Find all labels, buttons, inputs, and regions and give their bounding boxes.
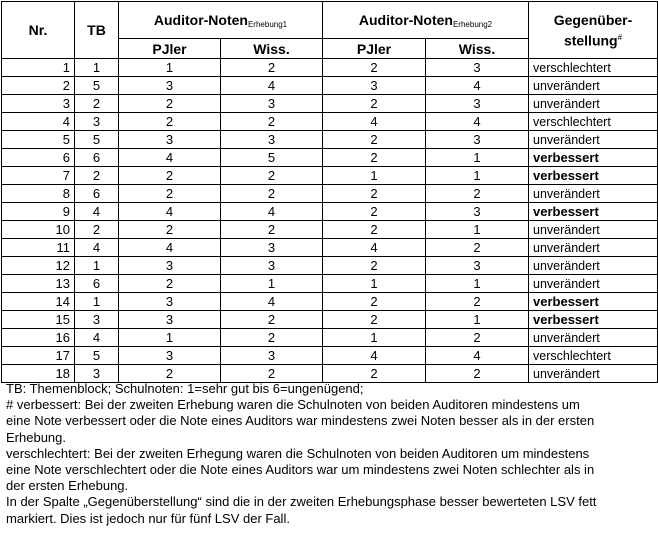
table-row — [2, 149, 658, 167]
cell-nr: 11 — [2, 239, 75, 257]
cell-nr: 1 — [2, 59, 75, 77]
cell-gegenueberstellung: unverändert — [529, 365, 658, 383]
cell-wiss-2: 2 — [426, 365, 529, 383]
cell-pjler-2: 2 — [323, 365, 426, 383]
cell-wiss-2: 4 — [426, 113, 529, 131]
cell-tb: 3 — [75, 113, 119, 131]
table-row — [2, 113, 658, 131]
cell-nr: 5 — [2, 131, 75, 149]
cell-nr: 10 — [2, 221, 75, 239]
cell-pjler-1: 3 — [119, 293, 221, 311]
cell-pjler-2: 2 — [323, 131, 426, 149]
cell-gegenueberstellung: unverändert — [529, 239, 658, 257]
cell-nr: 4 — [2, 113, 75, 131]
table-body — [2, 59, 658, 383]
cell-nr: 13 — [2, 275, 75, 293]
cell-pjler-2: 2 — [323, 95, 426, 113]
cell-pjler-1: 2 — [119, 185, 221, 203]
cell-pjler-2: 1 — [323, 329, 426, 347]
cell-wiss-2: 3 — [426, 59, 529, 77]
cell-nr: 12 — [2, 257, 75, 275]
cell-tb: 1 — [75, 293, 119, 311]
table-row — [2, 257, 658, 275]
cell-wiss-1: 2 — [221, 221, 323, 239]
table-row — [2, 167, 658, 185]
table-row — [2, 365, 658, 383]
cell-pjler-2: 2 — [323, 59, 426, 77]
cell-tb: 6 — [75, 149, 119, 167]
cell-pjler-1: 3 — [119, 257, 221, 275]
cell-wiss-2: 1 — [426, 167, 529, 185]
cell-pjler-2: 4 — [323, 113, 426, 131]
header-nr: Nr. — [2, 2, 75, 59]
cell-wiss-2: 3 — [426, 203, 529, 221]
cell-pjler-1: 2 — [119, 365, 221, 383]
cell-wiss-1: 3 — [221, 131, 323, 149]
header-pjler-1: PJler — [119, 39, 221, 59]
table-row — [2, 311, 658, 329]
table-row — [2, 293, 658, 311]
cell-wiss-1: 2 — [221, 365, 323, 383]
cell-gegenueberstellung: verschlechtert — [529, 59, 658, 77]
cell-tb: 3 — [75, 311, 119, 329]
cell-pjler-2: 3 — [323, 77, 426, 95]
table-row — [2, 221, 658, 239]
cell-pjler-2: 4 — [323, 239, 426, 257]
header-gegenueberstellung: Gegenüber-stellung# — [529, 2, 658, 59]
footnote-verbessert: # verbessert: Bei der zweiten Erhebung waren die Schulnoten von beiden Auditoren mindestens um eine Note verbessert oder die Note eines Auditors war mindestens zwei Noten besser als in der ersten Erhebung. — [6, 397, 595, 445]
cell-pjler-1: 2 — [119, 221, 221, 239]
cell-tb: 4 — [75, 239, 119, 257]
cell-nr: 15 — [2, 311, 75, 329]
cell-wiss-2: 3 — [426, 257, 529, 275]
cell-gegenueberstellung: verbessert — [529, 203, 658, 221]
cell-wiss-2: 3 — [426, 131, 529, 149]
cell-tb: 4 — [75, 329, 119, 347]
header-wiss-1: Wiss. — [221, 39, 323, 59]
cell-pjler-2: 4 — [323, 347, 426, 365]
cell-wiss-2: 2 — [426, 239, 529, 257]
cell-nr: 6 — [2, 149, 75, 167]
footnotes — [6, 381, 598, 527]
cell-gegenueberstellung: unverändert — [529, 275, 658, 293]
cell-gegenueberstellung: verbessert — [529, 293, 658, 311]
auditor-grades-table — [1, 1, 658, 383]
cell-wiss-1: 2 — [221, 113, 323, 131]
cell-wiss-2: 3 — [426, 95, 529, 113]
cell-tb: 6 — [75, 275, 119, 293]
cell-nr: 16 — [2, 329, 75, 347]
table-row — [2, 77, 658, 95]
cell-pjler-2: 1 — [323, 275, 426, 293]
document-page — [1, 1, 633, 526]
cell-tb: 1 — [75, 257, 119, 275]
cell-wiss-2: 1 — [426, 149, 529, 167]
cell-wiss-2: 2 — [426, 293, 529, 311]
cell-gegenueberstellung: unverändert — [529, 77, 658, 95]
cell-tb: 2 — [75, 167, 119, 185]
cell-tb: 6 — [75, 185, 119, 203]
cell-nr: 18 — [2, 365, 75, 383]
table-row — [2, 275, 658, 293]
cell-gegenueberstellung: unverändert — [529, 131, 658, 149]
cell-pjler-1: 3 — [119, 347, 221, 365]
cell-pjler-2: 2 — [323, 203, 426, 221]
cell-tb: 2 — [75, 95, 119, 113]
cell-wiss-2: 1 — [426, 311, 529, 329]
cell-pjler-1: 3 — [119, 311, 221, 329]
cell-wiss-1: 2 — [221, 185, 323, 203]
cell-pjler-1: 1 — [119, 329, 221, 347]
cell-nr: 17 — [2, 347, 75, 365]
cell-pjler-2: 1 — [323, 167, 426, 185]
cell-tb: 5 — [75, 347, 119, 365]
cell-gegenueberstellung: verbessert — [529, 149, 658, 167]
cell-wiss-1: 3 — [221, 239, 323, 257]
cell-gegenueberstellung: unverändert — [529, 185, 658, 203]
cell-wiss-1: 4 — [221, 77, 323, 95]
cell-wiss-2: 1 — [426, 221, 529, 239]
cell-wiss-1: 4 — [221, 203, 323, 221]
cell-gegenueberstellung: unverändert — [529, 221, 658, 239]
cell-pjler-1: 2 — [119, 275, 221, 293]
cell-gegenueberstellung: unverändert — [529, 257, 658, 275]
table-row — [2, 347, 658, 365]
header-wiss-2: Wiss. — [426, 39, 529, 59]
table-row — [2, 95, 658, 113]
header-auditor-noten-erhebung1: Auditor-Noten$_{Erhebung1}$ — [119, 2, 323, 39]
cell-pjler-1: 4 — [119, 203, 221, 221]
cell-pjler-1: 4 — [119, 149, 221, 167]
table-row — [2, 203, 658, 221]
cell-wiss-1: 5 — [221, 149, 323, 167]
cell-wiss-2: 2 — [426, 185, 529, 203]
cell-wiss-2: 4 — [426, 77, 529, 95]
cell-nr: 7 — [2, 167, 75, 185]
cell-pjler-2: 2 — [323, 149, 426, 167]
cell-nr: 2 — [2, 77, 75, 95]
cell-tb: 5 — [75, 77, 119, 95]
table-row — [2, 131, 658, 149]
cell-pjler-2: 2 — [323, 293, 426, 311]
cell-tb: 5 — [75, 131, 119, 149]
cell-pjler-1: 3 — [119, 131, 221, 149]
table-row — [2, 59, 658, 77]
cell-wiss-1: 2 — [221, 329, 323, 347]
cell-wiss-2: 2 — [426, 329, 529, 347]
cell-gegenueberstellung: verbessert — [529, 167, 658, 185]
cell-nr: 9 — [2, 203, 75, 221]
cell-wiss-1: 4 — [221, 293, 323, 311]
cell-wiss-1: 3 — [221, 347, 323, 365]
cell-pjler-1: 4 — [119, 239, 221, 257]
cell-tb: 1 — [75, 59, 119, 77]
table-row — [2, 185, 658, 203]
cell-wiss-1: 2 — [221, 167, 323, 185]
cell-gegenueberstellung: unverändert — [529, 329, 658, 347]
cell-pjler-1: 3 — [119, 77, 221, 95]
footnote-bold-marking: In der Spalte „Gegenüberstellung“ sind die in der zweiten Erhebungsphase besser bewerteten LSV fett markiert. Dies ist jedoch nur für fünf LSV der Fall. — [6, 494, 597, 526]
cell-pjler-2: 2 — [323, 221, 426, 239]
cell-gegenueberstellung: verschlechtert — [529, 347, 658, 365]
cell-pjler-1: 2 — [119, 113, 221, 131]
footnote-verschlechtert: verschlechtert: Bei der zweiten Erhegung waren die Schulnoten von beiden Auditoren um mindestens eine Note verschlechtert oder die Note eines Auditors war um mindestens zwei Noten schlechter als in der ersten Erhebung. — [6, 445, 595, 494]
cell-pjler-2: 2 — [323, 185, 426, 203]
cell-nr: 3 — [2, 95, 75, 113]
table-row — [2, 329, 658, 347]
cell-nr: 8 — [2, 185, 75, 203]
cell-tb: 2 — [75, 221, 119, 239]
cell-gegenueberstellung: verbessert — [529, 311, 658, 329]
cell-pjler-1: 1 — [119, 59, 221, 77]
cell-nr: 14 — [2, 293, 75, 311]
footnote-legend: TB: Themenblock; Schulnoten: 1=sehr gut bis 6=ungenügend; — [6, 381, 364, 396]
cell-wiss-1: 3 — [221, 257, 323, 275]
cell-pjler-1: 2 — [119, 95, 221, 113]
cell-wiss-1: 2 — [221, 59, 323, 77]
cell-tb: 4 — [75, 203, 119, 221]
cell-gegenueberstellung: unverändert — [529, 95, 658, 113]
cell-pjler-2: 2 — [323, 257, 426, 275]
cell-wiss-1: 2 — [221, 311, 323, 329]
header-tb: TB — [75, 2, 119, 59]
cell-pjler-2: 2 — [323, 311, 426, 329]
cell-wiss-1: 3 — [221, 95, 323, 113]
cell-wiss-2: 1 — [426, 275, 529, 293]
cell-wiss-2: 4 — [426, 347, 529, 365]
cell-wiss-1: 1 — [221, 275, 323, 293]
table-row — [2, 239, 658, 257]
cell-tb: 3 — [75, 365, 119, 383]
cell-gegenueberstellung: verschlechtert — [529, 113, 658, 131]
header-pjler-2: PJler — [323, 39, 426, 59]
header-auditor-noten-erhebung2: Auditor-Noten$_{Erhebung2}$ — [323, 2, 529, 39]
cell-pjler-1: 2 — [119, 167, 221, 185]
